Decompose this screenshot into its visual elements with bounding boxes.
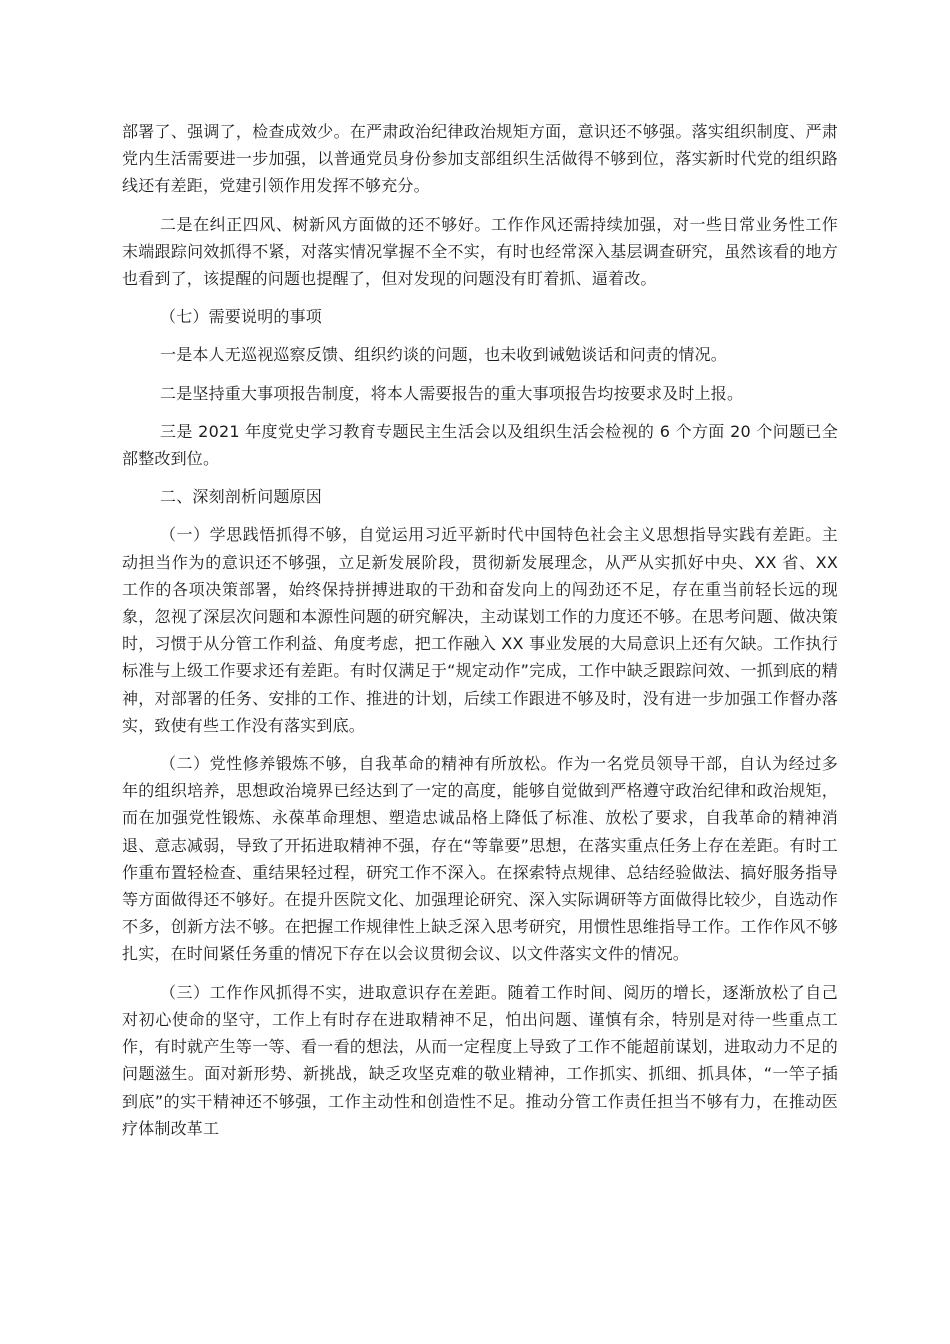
section-heading-matters: （七）需要说明的事项 <box>160 307 323 327</box>
section-heading-causes: 二、深刻剖析问题原因 <box>160 487 323 507</box>
paragraph-reporting-system: 二是坚持重大事项报告制度，将本人需要报告的重大事项报告均按要求及时上报。 <box>160 383 744 403</box>
paragraph-rectification: 三是 2021 年度党史学习教育专题民主生活会以及组织生活会检视的 6 个方面 20 个问题已全部整改到位。 <box>122 421 838 469</box>
paragraph-cause-one: （一）学思践悟抓得不够，自觉运用习近平新时代中国特色社会主义思想指导实践有差距。主动担当作为的意识还不够强，立足新发展阶段，贯彻新发展理念，从严从实抓好中央、XX 省、XX 工作的各项决策部署，始终保持拼搏进取的干劲和奋发向上的闯劲还不足，存在重当前轻长远的现象，忽视了深层次问题和本源性问题的研究解决，主动谋划工作的力度还不够。在思考问题、做决策时，习惯于从分管工作利益、角度考虑，把工作融入 XX 事业发展的大局意识上还有欠缺。工作执行标准与上级工作要求还有差距。有时仅满足于“规定动作”完成，工作中缺乏跟踪问效、一抓到底的精神，对部署的任务、安排的工作、推进的计划，后续工作跟进不够及时，没有进一步加强工作督办落实，致使有些工作没有落实到底。 <box>122 525 838 735</box>
paragraph-cause-three: （三）工作作风抓得不实，进取意识存在差距。随着工作时间、阅历的增长，逐渐放松了自己对初心使命的坚守，工作上有时存在进取精神不足，怕出问题、谨慎有余，特别是对待一些重点工作，有时就产生等一等、看一看的想法，从而一定程度上导致了工作不能超前谋划，进取动力不足的问题滋生。面对新形势、新挑战，缺乏攻坚克难的敬业精神，工作抓实、抓细、抓具体，“一竿子插到底”的实干精神还不够强，工作主动性和创造性不足。推动分管工作责任担当不够有力，在推动医疗体制改革工 <box>122 982 838 1138</box>
paragraph-no-inspection-issues: 一是本人无巡视巡察反馈、组织约谈的问题，也未收到诫勉谈话和问责的情况。 <box>160 345 728 365</box>
paragraph-cause-two: （二）党性修养锻炼不够，自我革命的精神有所放松。作为一名党员领导干部，自认为经过多年的组织培养，思想政治境界已经达到了一定的高度，能够自觉做到严格遵守政治纪律和政治规矩，而在加强党性锻炼、永葆革命理想、塑造忠诚品格上降低了标准、放松了要求，自我革命的精神消退、意志减弱，导致了开拓进取精神不强，存在“等靠要”思想，在落实重点任务上存在差距。有时工作重布置轻检查、重结果轻过程，研究工作不深入。在探索特点规律、总结经验做法、搞好服务指导等方面做得还不够好。在提升医院文化、加强理论研究、深入实际调研等方面做得比较少，自选动作不多，创新方法不够。在把握工作规律性上缺乏深入思考研究，用惯性思维指导工作。工作作风不够扎实，在时间紧任务重的情况下存在以会议贯彻会议、以文件落实文件的情况。 <box>122 754 838 964</box>
paragraph-four-winds: 二是在纠正四风、树新风方面做的还不够好。工作作风还需持续加强，对一些日常业务性工作末端跟踪问效抓得不紧，对落实情况掌握不全不实，有时也经常深入基层调查研究，虽然该看的地方也看到了，该提醒的问题也提醒了，但对发现的问题没有盯着抓、逼着改。 <box>122 214 838 289</box>
paragraph-continuation: 部署了、强调了，检查成效少。在严肃政治纪律政治规矩方面，意识还不够强。落实组织制度、严肃党内生活需要进一步加强，以普通党员身份参加支部组织生活做得不够到位，落实新时代党的组织路线还有差距，党建引领作用发挥不够充分。 <box>122 122 838 196</box>
document-body <box>122 118 838 1153</box>
